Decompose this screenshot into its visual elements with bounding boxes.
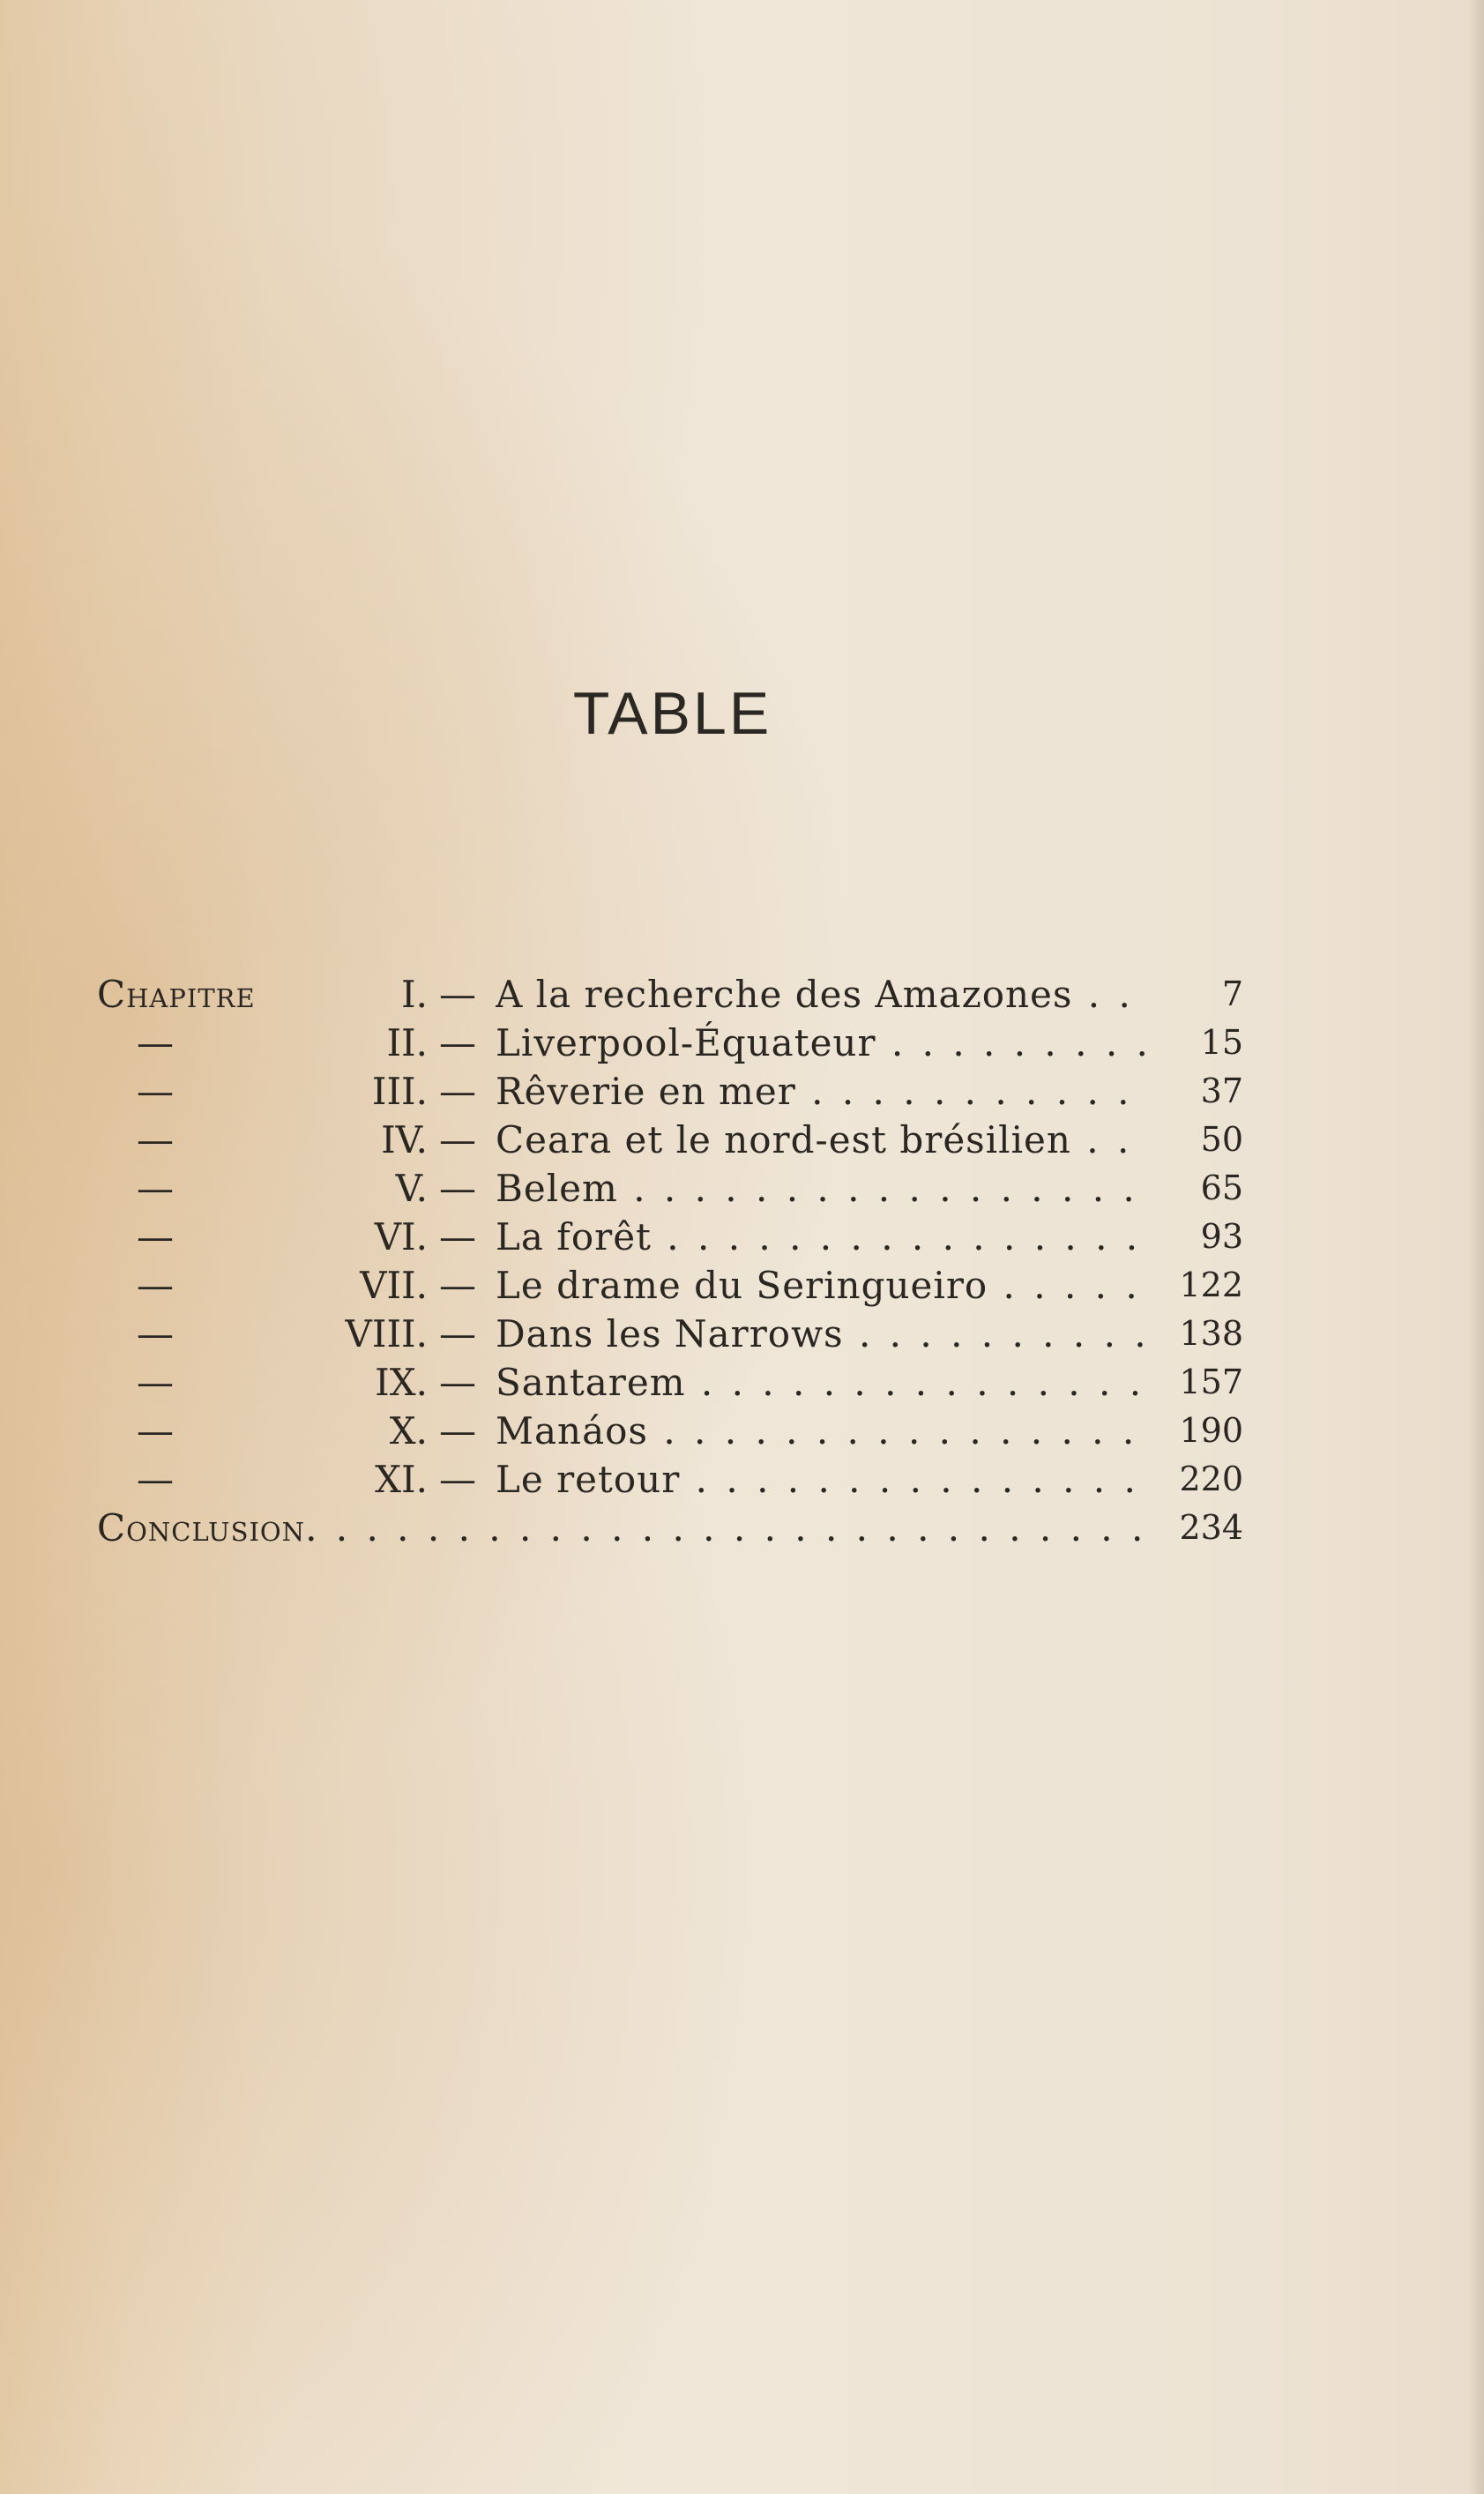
repeat-dash: — [137,1070,174,1113]
chapter-number: V. [395,1167,428,1210]
chapter-title: Rêverie en mer . . . [496,1067,1151,1116]
chapter-number: II. [386,1021,428,1064]
page-number: 138 [1179,1314,1243,1353]
chapter-title: Le drame du Seringueiro . . . [496,1261,1151,1310]
chapter-number: IV. [381,1118,428,1161]
repeat-dash: — [137,1312,174,1355]
toc-entry-4 [97,1116,1243,1164]
separator-dash: — [439,1361,476,1404]
separator-dash: — [439,1264,476,1307]
page-number: 7 [1221,974,1243,1013]
page-number: 15 [1200,1023,1243,1062]
repeat-dash: — [137,1264,174,1307]
separator-dash: — [439,1312,476,1355]
page-number: 122 [1179,1266,1243,1304]
separator-dash: — [439,1118,476,1161]
page-number: 65 [1200,1169,1243,1207]
separator-dash: — [439,1409,476,1452]
chapter-number: I. [401,973,428,1016]
chapter-title: Santarem . . . [496,1358,1151,1407]
toc-entry-10 [97,1407,1243,1455]
page-number: 234 [1179,1508,1243,1547]
separator-dash: — [439,1021,476,1064]
page-number: 93 [1200,1217,1243,1256]
repeat-dash: — [137,1409,174,1452]
page-edge-shadow [1468,0,1484,2494]
conclusion-label: Conclusion . . . [97,1504,1151,1552]
chapter-title: Manáos . . . [496,1407,1151,1455]
repeat-dash: — [137,1167,174,1210]
separator-dash: — [439,1458,476,1501]
toc-entry-3 [97,1067,1243,1116]
toc-entry-11 [97,1455,1243,1504]
chapter-label: Chapitre [97,973,256,1016]
chapter-title: Liverpool-Équateur . . . [496,1019,1151,1067]
toc-entry-8 [97,1310,1243,1358]
toc-entry-conclusion [97,1504,1243,1552]
page-title: TABLE [572,680,772,747]
repeat-dash: — [137,1361,174,1404]
chapter-number: VI. [374,1215,428,1258]
page-number: 157 [1179,1363,1243,1401]
repeat-dash: — [137,1215,174,1258]
toc-entry-2 [97,1019,1243,1067]
toc-entry-9 [97,1358,1243,1407]
page-number: 37 [1200,1072,1243,1110]
toc-entry-6 [97,1213,1243,1261]
toc-entry-5 [97,1164,1243,1213]
chapter-title: Ceara et le nord-est brésilien . . . [496,1116,1151,1164]
chapter-title: A la recherche des Amazones . . . [496,970,1151,1019]
toc-entry-1 [97,970,1243,1019]
repeat-dash: — [137,1118,174,1161]
chapter-title: Le retour . . . [496,1455,1151,1504]
chapter-number: VIII. [345,1312,428,1355]
chapter-number: X. [389,1409,428,1452]
chapter-title: La forêt . . . [496,1213,1151,1261]
chapter-title: Belem . . . [496,1164,1151,1213]
toc-entry-7 [97,1261,1243,1310]
chapter-number: VII. [360,1264,428,1307]
separator-dash: — [439,1215,476,1258]
chapter-number: IX. [375,1361,428,1404]
chapter-number: III. [371,1070,428,1113]
page-number: 190 [1179,1411,1243,1450]
separator-dash: — [439,1070,476,1113]
page-number: 50 [1200,1120,1243,1159]
separator-dash: — [439,973,476,1016]
table-of-contents [97,970,1243,1552]
repeat-dash: — [137,1021,174,1064]
repeat-dash: — [137,1458,174,1501]
separator-dash: — [439,1167,476,1210]
chapter-number: XI. [375,1458,428,1501]
page-number: 220 [1179,1460,1243,1498]
chapter-title: Dans les Narrows . . . [496,1310,1151,1358]
